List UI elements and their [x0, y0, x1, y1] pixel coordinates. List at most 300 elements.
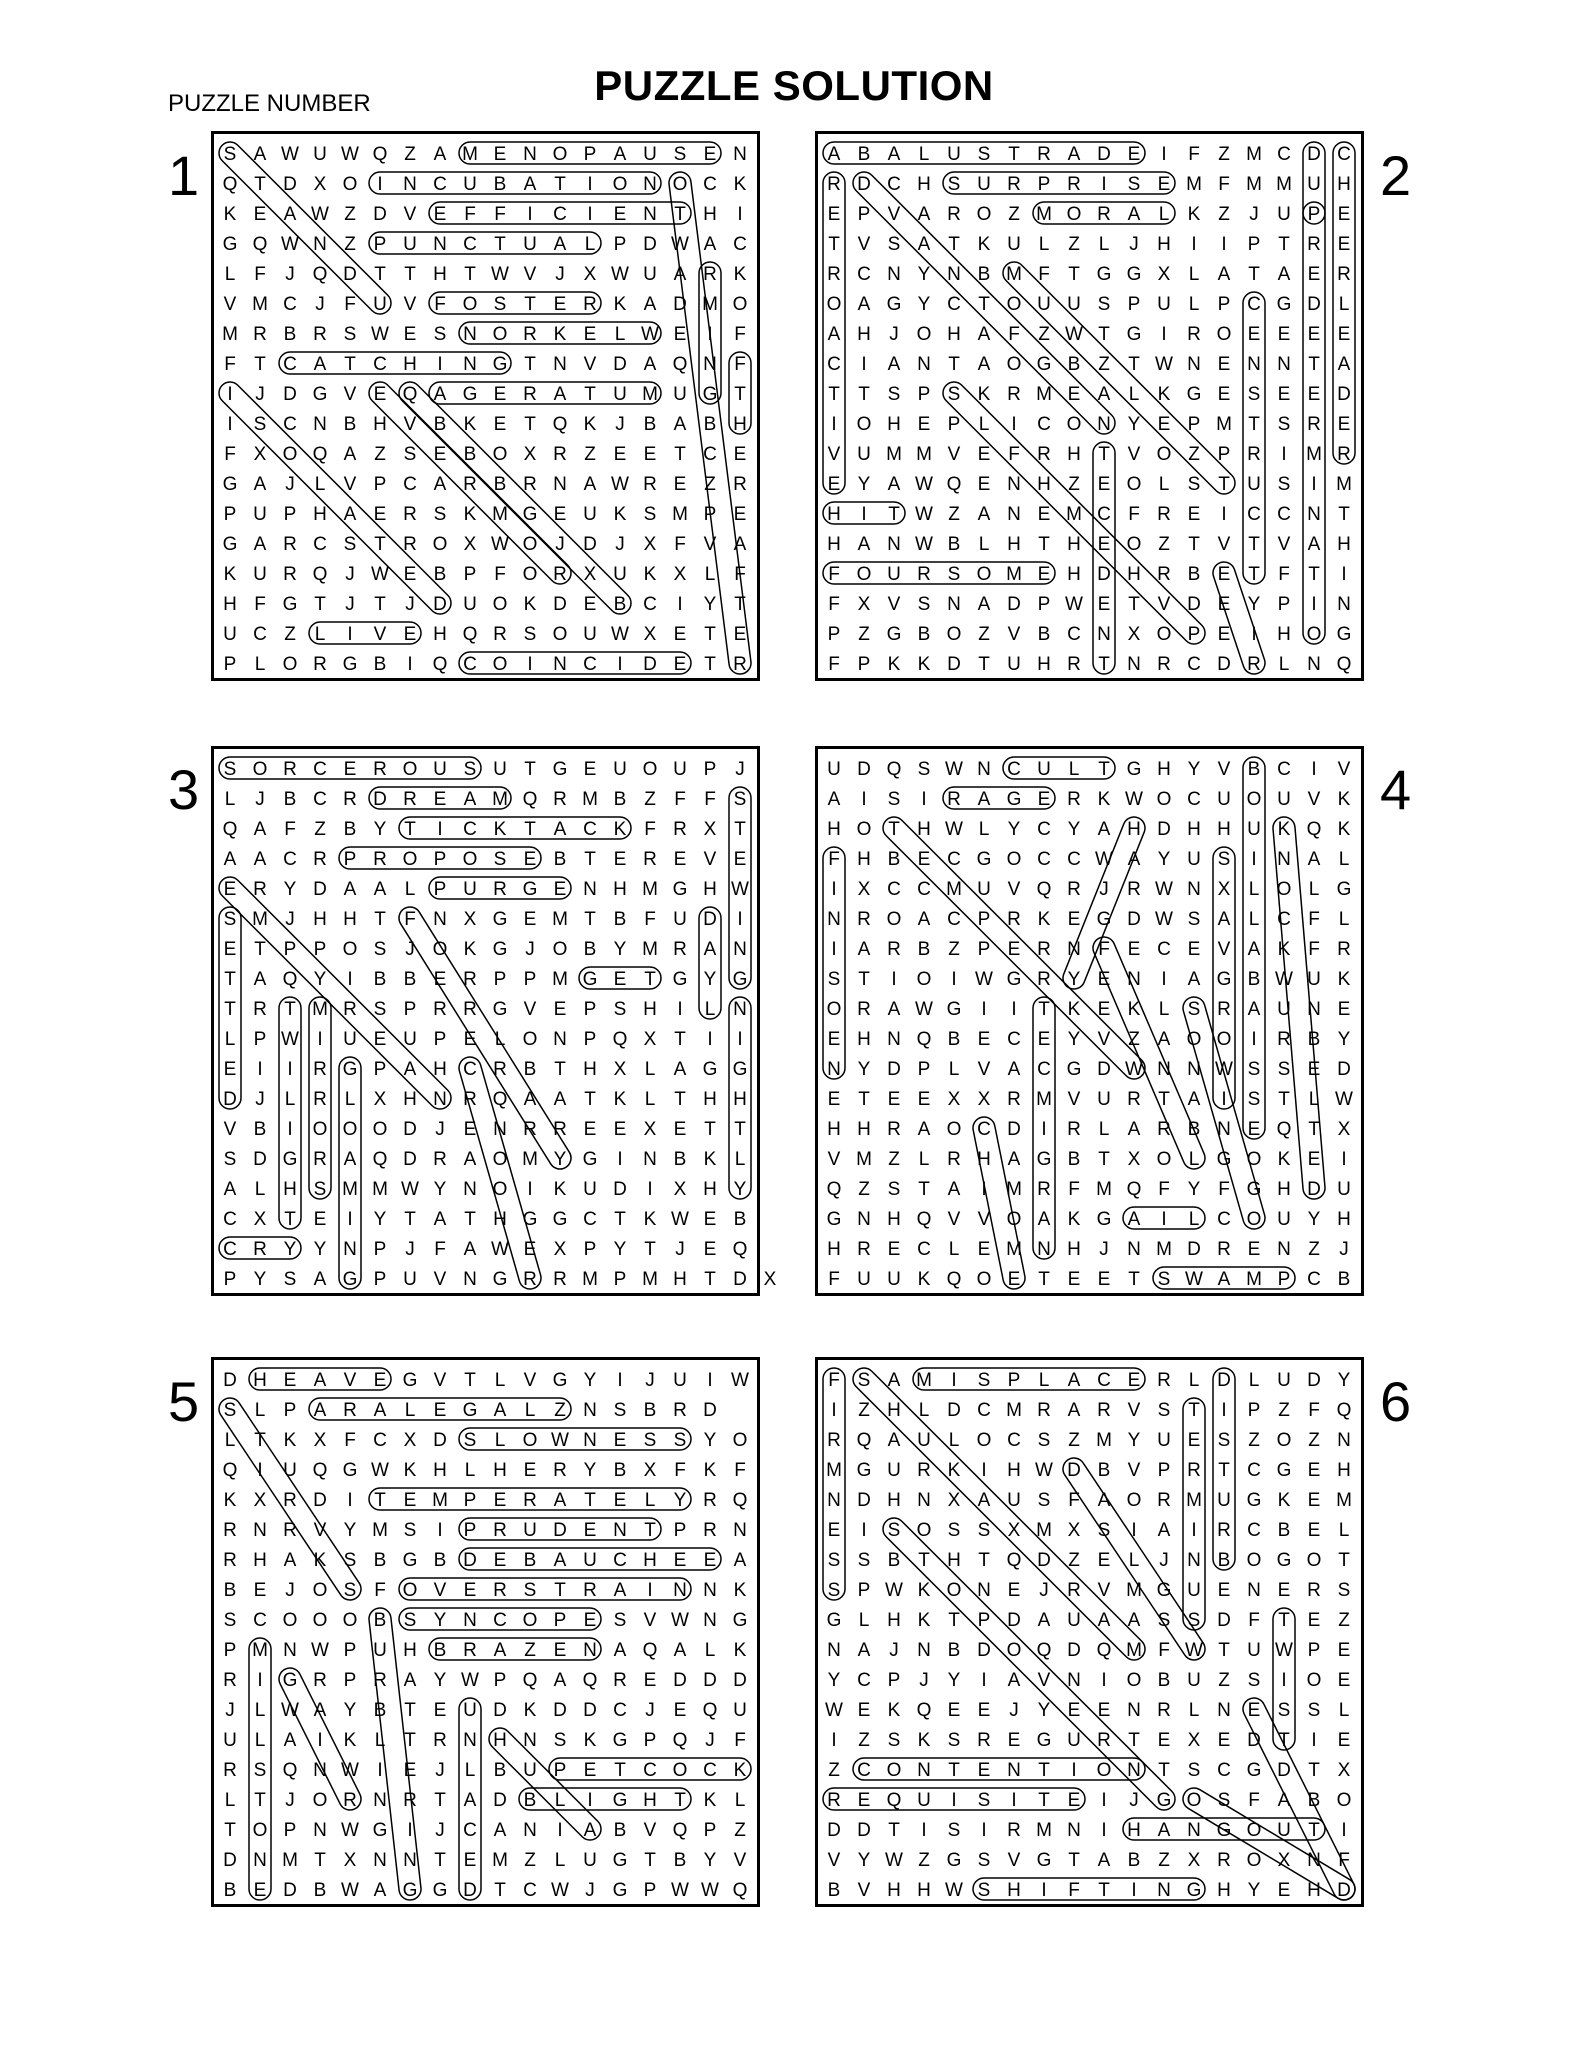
grid-letter: O	[976, 564, 992, 585]
grid-letter: F	[828, 564, 840, 585]
grid-letter: S	[977, 1880, 991, 1901]
grid-letter: E	[1217, 384, 1231, 405]
grid-letter: I	[347, 1490, 353, 1511]
found-word-mtupwool	[998, 257, 1239, 498]
grid-letter: A	[857, 294, 871, 315]
grid-letter: G	[1276, 294, 1292, 315]
grid-letter: I	[951, 1370, 957, 1391]
letter-grid	[818, 134, 1361, 678]
grid-letter: C	[1277, 909, 1291, 930]
grid-letter: U	[887, 1269, 901, 1290]
grid-letter: I	[437, 354, 443, 375]
grid-letter: A	[553, 1550, 567, 1571]
grid-letter: V	[1097, 1029, 1111, 1050]
grid-letter: Z	[314, 819, 326, 840]
grid-letter: B	[1067, 1149, 1081, 1170]
grid-letter: A	[253, 534, 267, 555]
grid-letter: L	[224, 1790, 236, 1811]
grid-letter: U	[1097, 1089, 1111, 1110]
grid-letter: X	[253, 1209, 267, 1230]
grid-letter: T	[1068, 264, 1080, 285]
grid-letter: K	[523, 594, 537, 615]
grid-letter: T	[254, 1430, 266, 1451]
grid-letter: E	[523, 1239, 537, 1260]
grid-letter: O	[1246, 789, 1262, 810]
grid-letter: R	[553, 1269, 567, 1290]
grid-letter: E	[733, 504, 747, 525]
grid-letter: D	[403, 1119, 417, 1140]
grid-letter: E	[1247, 324, 1261, 345]
grid-letter: L	[918, 1149, 930, 1170]
grid-letter: G	[1096, 264, 1112, 285]
grid-letter: G	[1126, 324, 1142, 345]
grid-letter: T	[1128, 354, 1140, 375]
grid-letter: N	[887, 534, 901, 555]
grid-letter: C	[1037, 819, 1051, 840]
grid-letter: A	[253, 849, 267, 870]
grid-letter: Z	[978, 624, 990, 645]
grid-letter: P	[1127, 294, 1141, 315]
grid-letter: A	[977, 594, 991, 615]
grid-letter: N	[343, 1239, 357, 1260]
grid-letter: G	[1336, 879, 1352, 900]
grid-letter: P	[493, 1670, 507, 1691]
grid-letter: W	[671, 1610, 689, 1631]
grid-letter: M	[582, 1269, 598, 1290]
grid-letter: P	[1307, 1640, 1321, 1661]
grid-letter: M	[1006, 1179, 1022, 1200]
grid-letter: Q	[462, 624, 478, 645]
grid-letter: D	[613, 1179, 627, 1200]
grid-letter: R	[1097, 1400, 1111, 1421]
grid-letter: V	[343, 384, 357, 405]
grid-letter: J	[615, 534, 625, 555]
grid-letter: C	[857, 1670, 871, 1691]
grid-letter: N	[1157, 1059, 1171, 1080]
grid-letter: K	[1277, 819, 1291, 840]
grid-letter: R	[1157, 1119, 1171, 1140]
grid-letter: I	[347, 969, 353, 990]
grid-letter: A	[343, 444, 357, 465]
grid-letter: P	[857, 654, 871, 675]
grid-letter: J	[889, 324, 899, 345]
grid-letter: I	[981, 1179, 987, 1200]
grid-letter: P	[1037, 174, 1051, 195]
grid-letter: E	[1337, 1670, 1351, 1691]
grid-letter: O	[522, 534, 538, 555]
grid-letter: V	[583, 354, 597, 375]
grid-letter: C	[403, 474, 417, 495]
grid-letter: B	[1187, 1119, 1201, 1140]
grid-letter: U	[917, 1430, 931, 1451]
grid-letter: Q	[732, 1239, 748, 1260]
grid-letter: T	[434, 1790, 446, 1811]
grid-letter: S	[673, 144, 687, 165]
grid-letter: P	[827, 624, 841, 645]
grid-letter: E	[463, 1580, 477, 1601]
grid-letter: R	[703, 1490, 717, 1511]
grid-letter: T	[1098, 654, 1110, 675]
grid-letter: K	[1277, 1149, 1291, 1170]
grid-letter: N	[1007, 1760, 1021, 1781]
grid-letter: D	[827, 1820, 841, 1841]
grid-letter: O	[1006, 1640, 1022, 1661]
grid-letter: J	[615, 414, 625, 435]
grid-letter: P	[977, 909, 991, 930]
grid-letter: T	[1218, 1460, 1230, 1481]
grid-letter: L	[1308, 1089, 1320, 1110]
grid-letter: D	[1217, 1370, 1231, 1391]
grid-letter: C	[613, 1550, 627, 1571]
grid-letter: Y	[343, 1520, 357, 1541]
grid-letter: K	[1337, 789, 1351, 810]
grid-letter: B	[463, 444, 477, 465]
grid-letter: T	[524, 759, 536, 780]
grid-letter: L	[584, 234, 596, 255]
grid-letter: Y	[1127, 414, 1141, 435]
grid-letter: F	[734, 564, 746, 585]
grid-letter: G	[372, 1820, 388, 1841]
grid-letter: C	[1187, 789, 1201, 810]
grid-letter: P	[463, 564, 477, 585]
grid-letter: E	[1277, 1880, 1291, 1901]
grid-letter: R	[283, 534, 297, 555]
grid-letter: E	[253, 204, 267, 225]
grid-letter: A	[283, 1730, 297, 1751]
grid-letter: L	[644, 1059, 656, 1080]
grid-letter: U	[313, 144, 327, 165]
grid-letter: E	[977, 1029, 991, 1050]
grid-letter: I	[831, 939, 837, 960]
grid-letter: N	[553, 1029, 567, 1050]
grid-letter: D	[1097, 144, 1111, 165]
grid-letter: N	[917, 354, 931, 375]
grid-letter: W	[1185, 1269, 1203, 1290]
grid-letter: M	[1336, 474, 1352, 495]
grid-letter: E	[1037, 1029, 1051, 1050]
grid-letter: W	[1125, 1059, 1143, 1080]
grid-letter: P	[373, 1059, 387, 1080]
grid-letter: F	[674, 1460, 686, 1481]
grid-letter: J	[255, 384, 265, 405]
grid-letter: E	[1307, 1490, 1321, 1511]
grid-letter: E	[643, 1670, 657, 1691]
grid-letter: I	[1311, 594, 1317, 615]
grid-letter: N	[313, 1820, 327, 1841]
grid-letter: V	[1007, 624, 1021, 645]
grid-letter: T	[978, 294, 990, 315]
grid-letter: N	[643, 1149, 657, 1170]
grid-letter: E	[463, 1119, 477, 1140]
grid-letter: E	[403, 624, 417, 645]
grid-letter: I	[1221, 234, 1227, 255]
grid-letter: C	[947, 849, 961, 870]
grid-letter: R	[343, 999, 357, 1020]
grid-letter: S	[1187, 909, 1201, 930]
grid-letter: D	[373, 789, 387, 810]
grid-letter: L	[404, 1400, 416, 1421]
grid-letter: S	[223, 1149, 237, 1170]
grid-letter: R	[673, 939, 687, 960]
grid-letter: J	[435, 1820, 445, 1841]
grid-letter: V	[1097, 1580, 1111, 1601]
grid-letter: C	[857, 1760, 871, 1781]
grid-letter: F	[734, 1730, 746, 1751]
grid-letter: D	[553, 1700, 567, 1721]
grid-letter: K	[553, 324, 567, 345]
grid-letter: O	[342, 939, 358, 960]
grid-letter: P	[523, 969, 537, 990]
grid-letter: R	[553, 444, 567, 465]
grid-letter: E	[1307, 1610, 1321, 1631]
grid-letter: U	[403, 1269, 417, 1290]
grid-letter: G	[342, 1460, 358, 1481]
grid-letter: E	[1007, 1730, 1021, 1751]
grid-letter: I	[951, 969, 957, 990]
grid-letter: N	[403, 1850, 417, 1871]
grid-letter: L	[254, 1700, 266, 1721]
grid-letter: F	[1248, 1610, 1260, 1631]
grid-letter: S	[373, 939, 387, 960]
grid-letter: J	[405, 594, 415, 615]
grid-letter: B	[523, 1059, 537, 1080]
grid-letter: C	[283, 414, 297, 435]
grid-letter: W	[491, 264, 509, 285]
grid-letter: B	[343, 414, 357, 435]
grid-letter: A	[223, 1179, 237, 1200]
grid-letter: Q	[946, 474, 962, 495]
grid-letter: I	[347, 624, 353, 645]
grid-letter: A	[887, 1370, 901, 1391]
grid-letter: K	[917, 1730, 931, 1751]
grid-letter: U	[1007, 654, 1021, 675]
grid-letter: S	[403, 444, 417, 465]
grid-letter: O	[1156, 789, 1172, 810]
grid-letter: R	[253, 879, 267, 900]
grid-letter: V	[403, 414, 417, 435]
grid-letter: A	[643, 354, 657, 375]
grid-letter: N	[827, 1490, 841, 1511]
grid-letter: R	[403, 789, 417, 810]
grid-letter: E	[553, 999, 567, 1020]
grid-letter: O	[312, 1610, 328, 1631]
grid-letter: H	[857, 1029, 871, 1050]
grid-letter: V	[523, 1370, 537, 1391]
grid-letter: D	[703, 1670, 717, 1691]
grid-letter: U	[583, 1179, 597, 1200]
grid-letter: R	[827, 1430, 841, 1451]
grid-letter: H	[253, 1370, 267, 1391]
grid-letter: K	[1337, 819, 1351, 840]
grid-letter: O	[856, 564, 872, 585]
grid-letter: A	[887, 474, 901, 495]
grid-letter: H	[433, 624, 447, 645]
grid-letter: I	[1221, 504, 1227, 525]
grid-letter: F	[734, 324, 746, 345]
grid-letter: P	[223, 654, 237, 675]
grid-letter: Q	[886, 1790, 902, 1811]
grid-letter: W	[371, 564, 389, 585]
grid-letter: E	[553, 879, 567, 900]
grid-letter: O	[552, 144, 568, 165]
grid-letter: L	[1338, 1520, 1350, 1541]
grid-letter: B	[313, 1880, 327, 1901]
grid-letter: Q	[312, 444, 328, 465]
grid-letter: B	[857, 144, 871, 165]
grid-letter: O	[1276, 1430, 1292, 1451]
grid-letter: X	[673, 1179, 687, 1200]
grid-letter: R	[827, 264, 841, 285]
grid-letter: G	[222, 234, 238, 255]
grid-letter: R	[313, 1670, 327, 1691]
grid-letter: E	[1067, 1269, 1081, 1290]
grid-letter: R	[1007, 1089, 1021, 1110]
grid-letter: M	[1006, 264, 1022, 285]
grid-letter: C	[1157, 939, 1171, 960]
grid-letter: L	[918, 1400, 930, 1421]
grid-letter: O	[492, 444, 508, 465]
grid-letter: K	[703, 1790, 717, 1811]
grid-letter: H	[1037, 474, 1051, 495]
grid-letter: N	[1277, 354, 1291, 375]
grid-letter: V	[1307, 789, 1321, 810]
grid-letter: P	[977, 1610, 991, 1631]
grid-letter: R	[1067, 1580, 1081, 1601]
grid-letter: B	[827, 1880, 841, 1901]
grid-letter: N	[1187, 879, 1201, 900]
grid-letter: K	[583, 414, 597, 435]
grid-letter: U	[583, 1850, 597, 1871]
grid-letter: G	[222, 534, 238, 555]
grid-letter: G	[1156, 1790, 1172, 1811]
grid-letter: P	[887, 1670, 901, 1691]
grid-letter: G	[222, 474, 238, 495]
grid-letter: P	[1277, 1269, 1291, 1290]
grid-letter: H	[1067, 444, 1081, 465]
grid-letter: S	[977, 1370, 991, 1391]
grid-letter: Z	[948, 939, 960, 960]
grid-letter: R	[1157, 654, 1171, 675]
grid-letter: R	[283, 1490, 297, 1511]
grid-letter: N	[977, 759, 991, 780]
grid-letter: U	[1037, 294, 1051, 315]
grid-letter: A	[613, 144, 627, 165]
grid-letter: V	[977, 1209, 991, 1230]
grid-letter: H	[1187, 819, 1201, 840]
grid-letter: X	[583, 264, 597, 285]
grid-letter: O	[1006, 849, 1022, 870]
grid-letter: H	[643, 999, 657, 1020]
grid-letter: E	[977, 1239, 991, 1260]
grid-letter: G	[1216, 1820, 1232, 1841]
grid-letter: M	[1066, 504, 1082, 525]
grid-letter: O	[672, 1760, 688, 1781]
grid-letter: S	[1337, 1580, 1351, 1601]
grid-letter: I	[1101, 1670, 1107, 1691]
grid-letter: V	[887, 594, 901, 615]
grid-letter: U	[1067, 1730, 1081, 1751]
grid-letter: T	[494, 234, 506, 255]
grid-letter: A	[343, 1149, 357, 1170]
grid-letter: I	[617, 1370, 623, 1391]
grid-letter: O	[1006, 1209, 1022, 1230]
grid-letter: M	[1336, 1490, 1352, 1511]
grid-letter: A	[1127, 1119, 1141, 1140]
grid-letter: I	[831, 414, 837, 435]
grid-letter: L	[254, 654, 266, 675]
grid-letter: H	[1127, 564, 1141, 585]
grid-letter: A	[917, 204, 931, 225]
grid-letter: G	[342, 654, 358, 675]
grid-letter: Z	[554, 1400, 566, 1421]
grid-letter: Y	[1247, 1880, 1261, 1901]
grid-letter: Y	[433, 1610, 447, 1631]
grid-letter: W	[551, 1880, 569, 1901]
grid-letter: O	[1306, 624, 1322, 645]
grid-letter: Z	[1068, 234, 1080, 255]
grid-letter: Q	[826, 1179, 842, 1200]
grid-letter: H	[977, 1149, 991, 1170]
grid-letter: W	[915, 474, 933, 495]
grid-letter: Y	[673, 1490, 687, 1511]
grid-letter: L	[704, 999, 716, 1020]
grid-letter: R	[1037, 444, 1051, 465]
grid-letter: E	[703, 1239, 717, 1260]
grid-letter: T	[644, 1520, 656, 1541]
grid-letter: M	[672, 504, 688, 525]
grid-letter: G	[1036, 1850, 1052, 1871]
grid-letter: D	[343, 264, 357, 285]
grid-letter: K	[223, 564, 237, 585]
grid-letter: Q	[312, 1460, 328, 1481]
grid-letter: H	[1037, 654, 1051, 675]
grid-letter: S	[343, 1580, 357, 1601]
grid-letter: G	[1216, 969, 1232, 990]
grid-letter: C	[313, 789, 327, 810]
grid-letter: A	[1097, 384, 1111, 405]
grid-letter: U	[373, 1640, 387, 1661]
grid-letter: Q	[886, 759, 902, 780]
grid-letter: O	[402, 759, 418, 780]
grid-letter: W	[281, 1029, 299, 1050]
grid-letter: P	[343, 849, 357, 870]
grid-letter: V	[523, 999, 537, 1020]
grid-letter: H	[917, 1880, 931, 1901]
grid-letter: K	[403, 1460, 417, 1481]
grid-letter: T	[1098, 444, 1110, 465]
grid-letter: A	[403, 1059, 417, 1080]
grid-letter: Y	[703, 1850, 717, 1871]
grid-letter: A	[523, 174, 537, 195]
grid-letter: D	[373, 204, 387, 225]
grid-letter: K	[733, 264, 747, 285]
grid-letter: H	[403, 1640, 417, 1661]
grid-letter: L	[554, 1790, 566, 1811]
grid-letter: E	[977, 1700, 991, 1721]
grid-letter: H	[857, 1119, 871, 1140]
grid-letter: V	[433, 1370, 447, 1391]
grid-letter: M	[1096, 1430, 1112, 1451]
grid-letter: I	[737, 204, 743, 225]
grid-letter: O	[1006, 354, 1022, 375]
grid-letter: S	[977, 1850, 991, 1871]
grid-letter: Q	[916, 1209, 932, 1230]
grid-letter: Y	[1157, 849, 1171, 870]
grid-letter: M	[642, 1269, 658, 1290]
grid-letter: T	[918, 1179, 930, 1200]
grid-letter: R	[673, 819, 687, 840]
grid-letter: R	[1037, 144, 1051, 165]
